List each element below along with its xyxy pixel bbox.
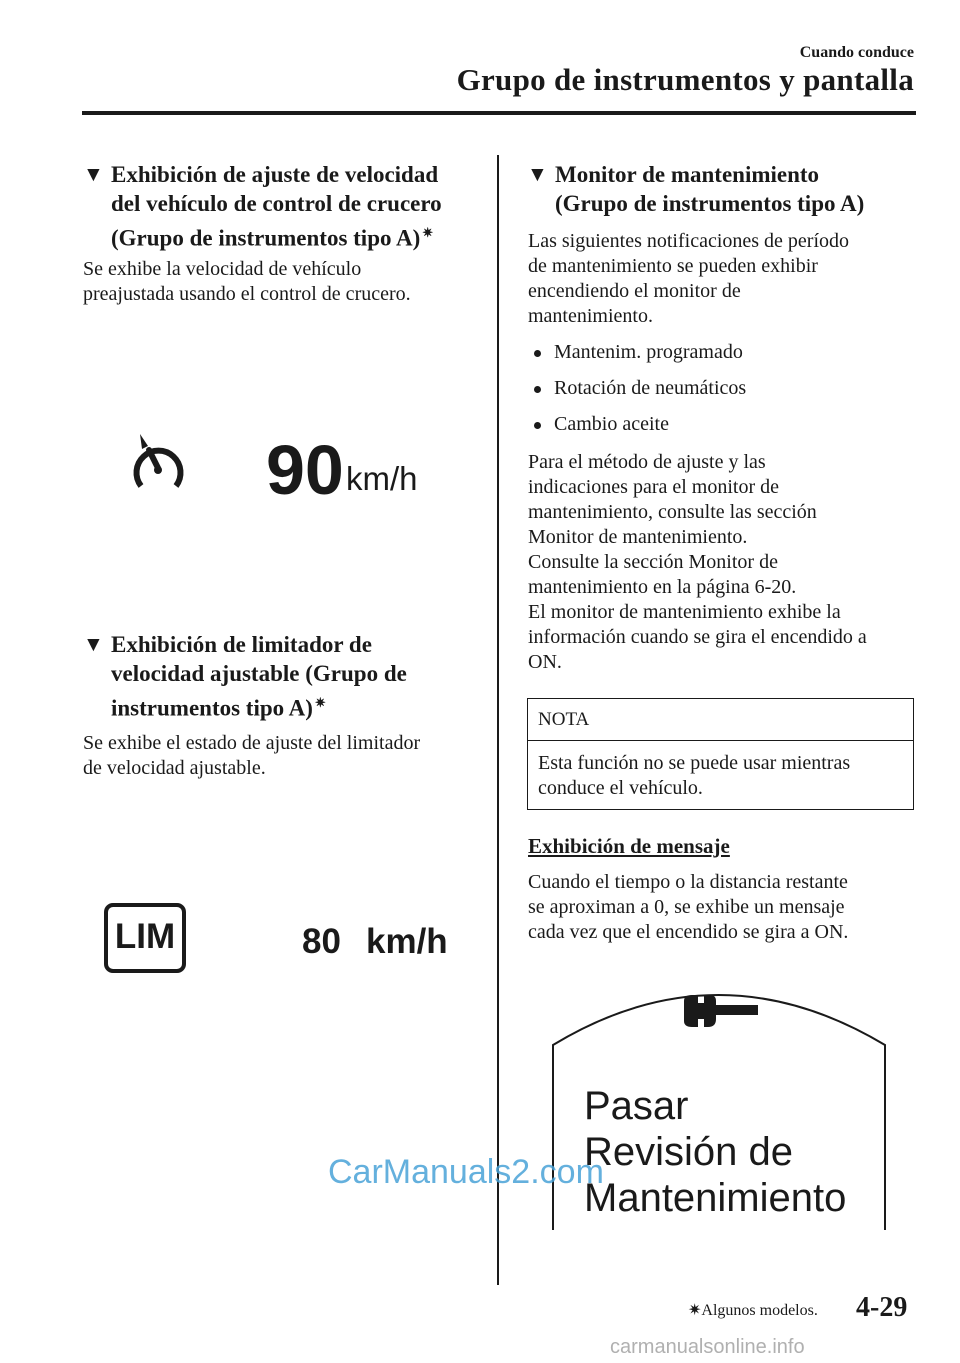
- asterisk-mark: ✷: [314, 695, 326, 710]
- page-number: 4-29: [856, 1292, 908, 1323]
- text-line: Las siguientes notificaciones de período: [528, 230, 850, 252]
- triangle-marker-icon: ▼: [83, 162, 104, 186]
- section-heading-cruise: [83, 160, 483, 253]
- heading-line: Exhibición de ajuste de velocidad: [111, 162, 439, 187]
- paragraph-message: [528, 870, 923, 945]
- text-line: mantenimiento en la página 6-20.: [528, 576, 797, 598]
- heading-line: Monitor de mantenimiento: [555, 162, 820, 187]
- asterisk-mark: ✷: [688, 1302, 702, 1319]
- text-line: de velocidad ajustable.: [83, 757, 266, 779]
- paragraph-maintenance-intro: [528, 229, 923, 329]
- footer-site-watermark: carmanualsonline.info: [610, 1336, 805, 1358]
- text-line: preajustada usando el control de crucero.: [83, 283, 411, 305]
- display-line: Mantenimiento: [584, 1176, 847, 1220]
- header-rule: [82, 111, 916, 115]
- text-line: Se exhibe la velocidad de vehículo: [83, 258, 362, 280]
- display-line: Pasar: [584, 1084, 689, 1128]
- text-line: encendiendo el monitor de: [528, 280, 741, 302]
- list-item: [528, 340, 923, 365]
- bullet-icon: [534, 422, 541, 429]
- text-line: información cuando se gira el encendido a: [528, 626, 867, 648]
- lim-badge: [104, 903, 186, 973]
- list-item: [528, 376, 923, 401]
- limiter-speed-unit: km/h: [366, 922, 448, 961]
- heading-line: del vehículo de control de crucero: [111, 191, 442, 216]
- note-title-bar: [528, 699, 913, 741]
- lim-badge-text: LIM: [114, 917, 176, 956]
- text-line: Cuando el tiempo o la distancia restante: [528, 871, 848, 893]
- footer-note-text: Algunos modelos.: [701, 1302, 818, 1319]
- wrench-icon: [680, 993, 760, 1031]
- text-line: Monitor de mantenimiento.: [528, 526, 748, 548]
- asterisk-mark: ✷: [422, 225, 434, 240]
- list-item: [528, 412, 923, 437]
- header-section-label: Cuando conduce: [799, 44, 914, 61]
- triangle-marker-icon: ▼: [83, 632, 104, 656]
- text-line: de mantenimiento se pueden exhibir: [528, 255, 818, 277]
- text-line: conduce el vehículo.: [538, 777, 703, 799]
- cruise-control-speedometer-icon: [131, 432, 186, 494]
- triangle-marker-icon: ▼: [527, 162, 548, 186]
- heading-line: instrumentos tipo A): [111, 695, 313, 721]
- text-line: indicaciones para el monitor de: [528, 476, 780, 498]
- text-line: Se exhibe el estado de ajuste del limitador: [83, 732, 421, 754]
- bullet-icon: [534, 386, 541, 393]
- text-line: ON.: [528, 651, 562, 673]
- list-item-text: Cambio aceite: [554, 413, 669, 435]
- heading-line: Exhibición de limitador de: [111, 632, 372, 657]
- heading-line: velocidad ajustable (Grupo de: [111, 661, 407, 686]
- column-divider: [497, 155, 499, 1285]
- note-body: [538, 751, 908, 801]
- note-box: [527, 698, 914, 810]
- text-line: cada vez que el encendido se gira a ON.: [528, 921, 849, 943]
- section-heading-maintenance: [527, 160, 922, 218]
- text-line: Esta función no se puede usar mientras: [538, 752, 851, 774]
- text-line: mantenimiento.: [528, 305, 653, 327]
- paragraph-limiter: [83, 731, 483, 781]
- footer-note: [688, 1300, 818, 1320]
- cruise-speed-value: 90: [266, 431, 344, 509]
- note-title: NOTA: [538, 709, 590, 730]
- text-line: Consulte la sección Monitor de: [528, 551, 778, 573]
- section-heading-limiter: [83, 630, 483, 723]
- notification-list: [528, 340, 923, 448]
- subheading-message-display: Exhibición de mensaje: [528, 834, 730, 858]
- cruise-speed-unit: km/h: [346, 460, 418, 497]
- text-line: mantenimiento, consulte las sección: [528, 501, 817, 523]
- heading-line: (Grupo de instrumentos tipo A): [111, 225, 421, 251]
- text-line: se aproximan a 0, se exhibe un mensaje: [528, 896, 845, 918]
- text-line: El monitor de mantenimiento exhibe la: [528, 601, 841, 623]
- list-item-text: Mantenim. programado: [554, 341, 743, 363]
- list-item-text: Rotación de neumáticos: [554, 377, 747, 399]
- display-line: Revisión de: [584, 1130, 794, 1174]
- paragraph-maintenance-details: [528, 450, 923, 675]
- heading-line: (Grupo de instrumentos tipo A): [555, 191, 865, 216]
- page-title: Grupo de instrumentos y pantalla: [456, 62, 914, 97]
- display-message: [584, 1083, 846, 1221]
- watermark: CarManuals2.com: [328, 1153, 604, 1191]
- limiter-speed-value: 80: [302, 922, 341, 961]
- text-line: Para el método de ajuste y las: [528, 451, 766, 473]
- paragraph-cruise: [83, 257, 483, 307]
- bullet-icon: [534, 350, 541, 357]
